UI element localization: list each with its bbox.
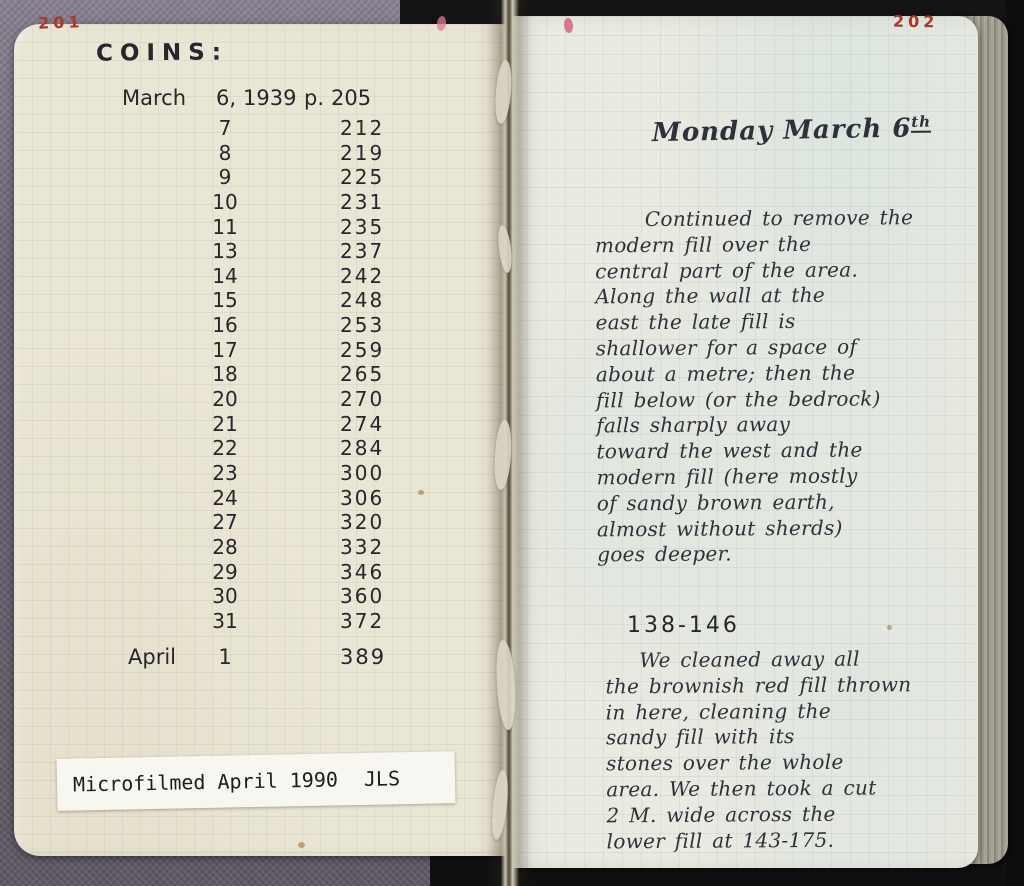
table-row <box>0 461 500 486</box>
manuscript-line: falls sharply away <box>596 412 791 438</box>
coins-day: 10 <box>212 189 238 214</box>
entry-paragraph-1 <box>595 205 990 569</box>
manuscript-line: area. We then took a cut <box>606 775 877 802</box>
manuscript-line: sandy fill with its <box>605 724 795 750</box>
manuscript-line: modern fill over the <box>594 231 812 258</box>
coins-page-ref: 259 <box>340 337 385 362</box>
manuscript-line: central part of the area. <box>595 257 859 283</box>
coins-day: 13 <box>212 239 238 264</box>
coins-page-ref: 306 <box>340 485 385 510</box>
coins-page-ref: 253 <box>340 313 385 338</box>
table-row <box>0 387 500 412</box>
coins-day: 6, <box>216 86 237 110</box>
coins-page-ref: 274 <box>340 411 385 436</box>
section-ref: 138-146 <box>627 613 740 638</box>
table-row <box>0 535 500 560</box>
coins-day: 30 <box>212 584 238 609</box>
table-row <box>0 313 500 338</box>
coins-april-row <box>0 645 500 673</box>
manuscript-line: Continued to remove the <box>644 205 914 232</box>
coins-page-ref: 265 <box>340 362 385 387</box>
coins-page-ref: 237 <box>340 239 385 264</box>
table-row <box>0 412 500 437</box>
coins-day: 21 <box>212 411 238 436</box>
table-row <box>0 510 500 535</box>
coins-day: 16 <box>212 313 238 338</box>
coins-table-rows <box>0 116 500 633</box>
table-row <box>0 486 500 511</box>
left-page-number: 201 <box>37 12 84 33</box>
coins-month: March <box>122 86 187 110</box>
coins-day: 29 <box>212 559 238 584</box>
manuscript-line: stones over the whole <box>606 749 844 776</box>
entry-paragraph-2 <box>605 646 998 855</box>
coins-day: 7 <box>218 116 232 140</box>
right-page-number: 202 <box>892 11 939 32</box>
manuscript-line: east the late fill is <box>595 309 796 335</box>
table-row <box>0 338 500 363</box>
table-row <box>0 609 500 634</box>
table-row <box>0 215 500 240</box>
coins-day: 27 <box>212 510 238 535</box>
coins-day: 9 <box>218 165 232 190</box>
coins-page-ref: 389 <box>340 645 387 669</box>
manuscript-line: goes deeper. <box>597 541 732 567</box>
table-row <box>0 190 500 215</box>
coins-page-prefix: p. <box>304 86 325 110</box>
manuscript-line: almost without sherds) <box>596 515 843 541</box>
manuscript-line: lower fill at 143-175. <box>606 827 835 853</box>
coins-day: 28 <box>212 534 238 559</box>
table-row <box>0 560 500 585</box>
coins-heading: COINS: <box>95 39 229 67</box>
coins-table-header-row <box>0 86 500 114</box>
table-row <box>0 239 500 264</box>
manuscript-line: We cleaned away all <box>639 646 860 673</box>
coins-page-ref: 248 <box>340 288 385 313</box>
manuscript-line: the brownish red fill thrown <box>605 672 912 699</box>
manuscript-line: modern fill (here mostly <box>596 463 858 490</box>
coins-page-ref: 225 <box>340 165 385 190</box>
coins-page-ref: 372 <box>340 608 385 633</box>
manuscript-line: of sandy brown earth, <box>596 489 835 516</box>
coins-page-ref: 205 <box>331 86 372 110</box>
coins-day: 18 <box>212 362 238 387</box>
coins-year: 1939 <box>243 86 297 110</box>
manuscript-line: about a metre; then the <box>595 360 856 387</box>
manuscript-line: shallower for a space of <box>595 334 858 361</box>
entry-heading-text: Monday March 6 <box>651 113 912 149</box>
table-row <box>0 288 500 313</box>
coins-page-ref: 212 <box>340 116 385 140</box>
coins-page-ref: 242 <box>340 263 385 288</box>
coins-day: 8 <box>218 140 232 165</box>
entry-heading-suffix: th <box>911 112 932 131</box>
microfilm-label-text: Microfilmed April 1990 <box>72 767 339 797</box>
coins-day: 14 <box>212 263 238 288</box>
manuscript-line: Along the wall at the <box>595 283 826 309</box>
table-row <box>0 584 500 609</box>
manuscript-line: fill below (or the bedrock) <box>596 385 881 412</box>
coins-day: 23 <box>212 460 238 485</box>
coins-day: 1 <box>218 645 232 669</box>
table-row <box>0 436 500 461</box>
coins-page-ref: 346 <box>340 559 385 584</box>
coins-day: 15 <box>212 288 238 313</box>
table-row <box>0 165 500 190</box>
table-row <box>0 116 500 141</box>
table-row <box>0 362 500 387</box>
coins-page-ref: 360 <box>340 584 385 609</box>
coins-day: 11 <box>212 214 238 239</box>
table-row <box>0 141 500 166</box>
microfilm-label <box>57 751 456 811</box>
coins-day: 31 <box>212 608 238 633</box>
coins-page-ref: 231 <box>340 189 385 214</box>
manuscript-line: 2 M. wide across the <box>606 801 836 828</box>
table-row <box>0 264 500 289</box>
coins-day: 22 <box>212 436 238 461</box>
coins-page-ref: 270 <box>340 387 385 412</box>
manuscript-line: in here, cleaning the <box>605 698 832 724</box>
coins-page-ref: 300 <box>340 460 385 485</box>
coins-day: 24 <box>212 485 238 510</box>
coins-page-ref: 284 <box>340 436 385 461</box>
coins-day: 20 <box>212 387 238 412</box>
manuscript-line: toward the west and the <box>596 437 863 464</box>
coins-page-ref: 320 <box>340 510 385 535</box>
coins-day: 17 <box>212 337 238 362</box>
coins-page-ref: 219 <box>340 140 385 165</box>
microfilm-label-initials: JLS <box>363 766 401 791</box>
coins-page-ref: 332 <box>340 534 385 559</box>
entry-heading <box>652 113 932 149</box>
coins-page-ref: 235 <box>340 214 385 239</box>
coins-month: April <box>128 645 176 669</box>
